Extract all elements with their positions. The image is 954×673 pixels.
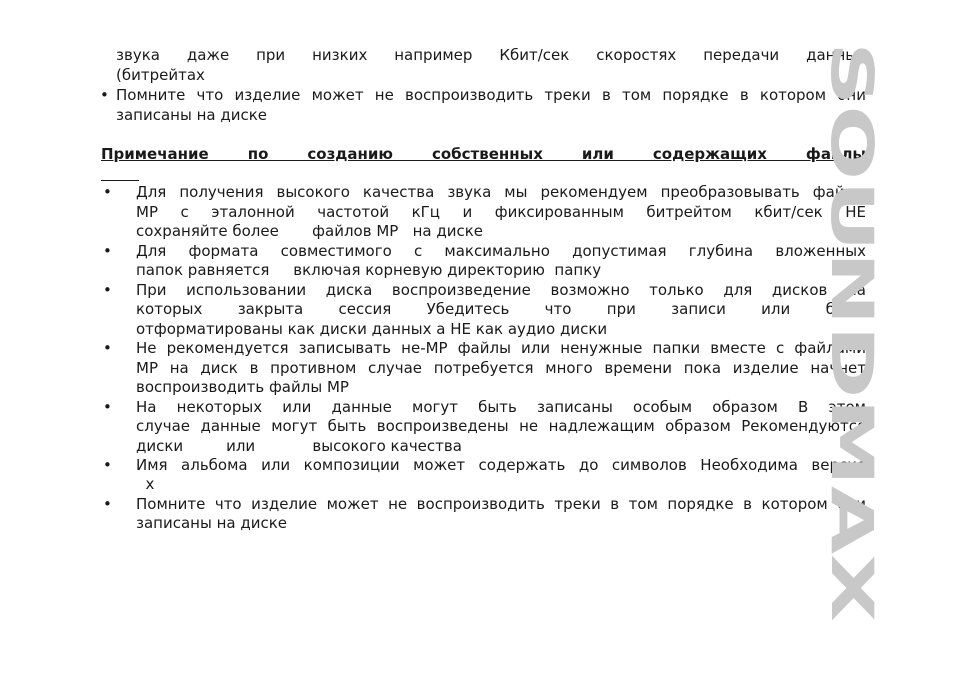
bullet-marker: • bbox=[103, 456, 112, 474]
bullet-2-line-2: папок равняется включая корневую директорию папку bbox=[136, 261, 602, 279]
bullet-7-line-1: Помните что изделие может не воспроизводить треки в том порядке в котором они bbox=[136, 495, 866, 513]
bullet-5-line-2: случае данные могут быть воспроизведены не надлежащим образом Рекомендуются bbox=[136, 417, 866, 435]
top-bullet-line-2: записаны на диске bbox=[116, 106, 268, 124]
brand-logo-text: SOUNDMAX bbox=[818, 42, 886, 425]
bullet-5-line-3: диски или высокого качества bbox=[136, 437, 462, 455]
bullet-marker: • bbox=[103, 281, 112, 299]
bullet-1-line-1: Для получения высокого качества звука мы рекомендуем преобразовывать файлы bbox=[136, 183, 866, 201]
top-bullet-marker: • bbox=[100, 86, 109, 104]
bullet-marker: • bbox=[103, 242, 112, 260]
heading-underline-tail bbox=[101, 180, 139, 181]
bullet-6-line-2: x bbox=[136, 475, 155, 493]
bullet-4-line-2: MP на диск в противном случае потребуется много времени пока изделие начнет bbox=[136, 359, 866, 377]
bullet-marker: • bbox=[103, 339, 112, 357]
bullet-4-line-1: Не рекомендуется записывать не-MP файлы или ненужные папки вместе с файлами bbox=[136, 339, 866, 357]
brand-logo bbox=[818, 42, 936, 622]
bullet-2-line-1: Для формата совместимого с максимально допустимая глубина вложенных bbox=[136, 242, 866, 260]
bullet-4-line-3: воспроизводить файлы MP bbox=[136, 378, 349, 396]
bullet-5-line-1: На некоторых или данные могут быть записаны особым образом В этом bbox=[136, 398, 866, 416]
top-paragraph-line-2: (битрейтах bbox=[116, 66, 205, 84]
bullet-1-line-3: сохраняйте более файлов MP на диске bbox=[136, 222, 484, 240]
bullet-3-line-3: отформатированы как диски данных а НЕ как аудио диски bbox=[136, 320, 608, 338]
top-bullet-line-1: Помните что изделие может не воспроизводить треки в том порядке в котором они bbox=[116, 86, 866, 104]
bullet-3-line-1: При использовании диска воспроизведение возможно только для дисков на bbox=[136, 281, 866, 299]
bullet-1-line-2: MP с эталонной частотой кГц и фиксированным битрейтом кбит/сек НЕ bbox=[136, 203, 866, 221]
bullet-7-line-2: записаны на диске bbox=[136, 514, 288, 532]
bullet-marker: • bbox=[103, 183, 112, 201]
bullet-marker: • bbox=[103, 495, 112, 513]
top-paragraph-line-1: звука даже при низких например Кбит/сек скоростях передачи данных bbox=[116, 46, 866, 64]
bullet-3-line-2: которых закрыта сессия Убедитесь что при записи или были bbox=[136, 300, 866, 318]
note-heading: Примечание по созданию собственных или содержащих файлы bbox=[101, 145, 866, 163]
bullet-marker: • bbox=[103, 398, 112, 416]
bullet-6-line-1: Имя альбома или композиции может содержать до символов Необходима версия bbox=[136, 456, 866, 474]
